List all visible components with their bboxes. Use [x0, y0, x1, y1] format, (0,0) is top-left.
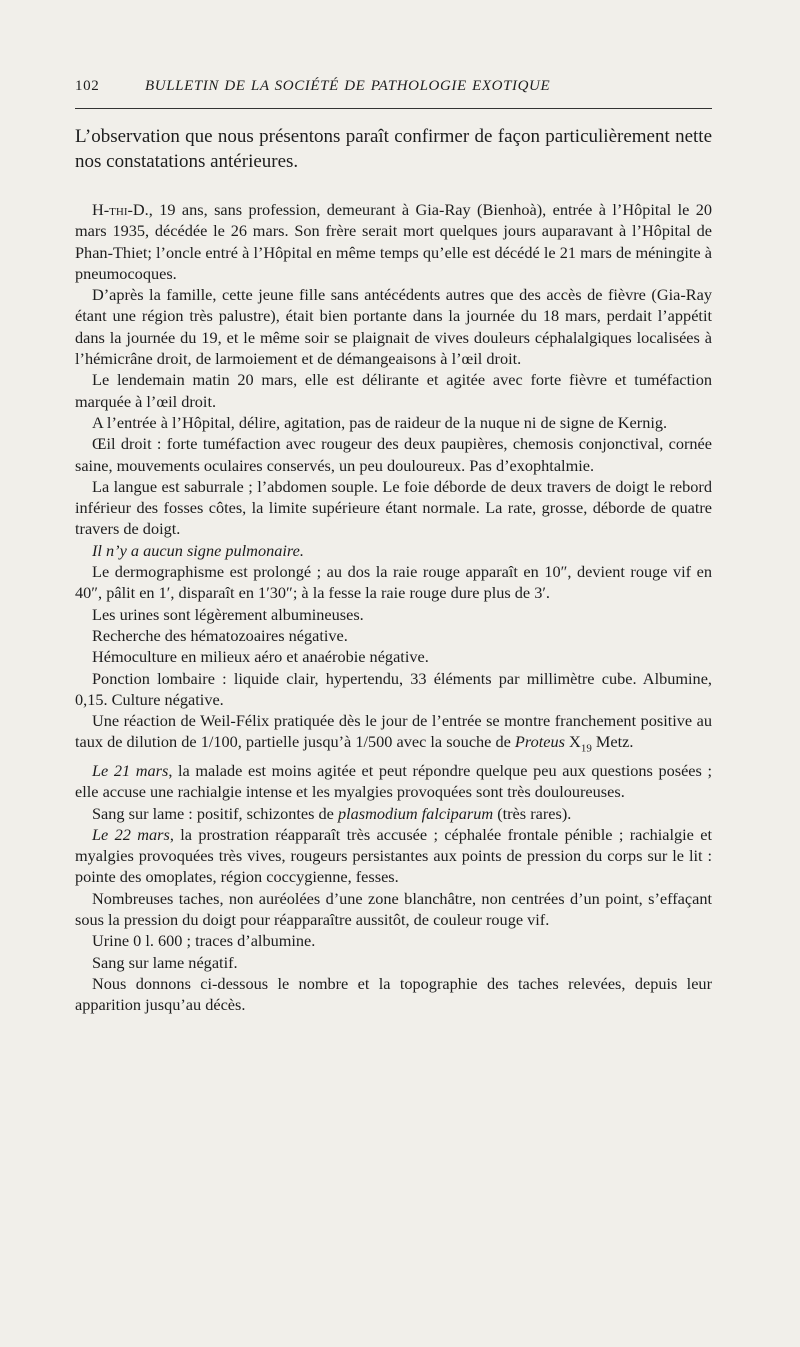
closing-paragraph: Nous donnons ci-dessous le nombre et la topographie des taches relevées, depuis leur apparition jusqu’au décès. [75, 973, 712, 1015]
spots-paragraph: Nombreuses taches, non auréolées d’une zone blanchâtre, non centrées d’un point, s’effaçant sous la pression du doigt pour réapparaître aussitôt, de couleur rouge vif. [75, 888, 712, 930]
urine-result-paragraph: Urine 0 l. 600 ; traces d’albumine. [92, 931, 316, 951]
patient-name: H-thi-D. [92, 200, 149, 219]
page-header [75, 78, 712, 100]
pulmonary-paragraph: Il n’y a aucun signe pulmonaire. [92, 540, 304, 560]
next-day-paragraph: Le lendemain matin 20 mars, elle est délirante et agitée avec forte fièvre et tuméfaction marquée à l’œil droit. [75, 370, 712, 411]
urine-paragraph: Les urines sont légèrement albumineuses. [92, 604, 364, 624]
header-rule [75, 108, 712, 109]
march-21-paragraph: Le 21 mars, la malade est moins agitée et peut répondre quelque peu aux questions posées ; elle accuse une rachialgie intense et les myalgies provoquées sont très douloureuses. [75, 760, 712, 802]
blood-smear-negative-paragraph: Sang sur lame négatif. [92, 952, 238, 972]
case-intro: H-thi-D., 19 ans, sans profession, demeurant à Gia-Ray (Bienhoà), entrée à l’Hôpital le 20 mars 1935, décédée le 26 mars. Son frère serait mort quelques jours auparavant à l’Hôpital de Phan-Thiet; l’oncle entré à l’Hôpital en même temps qu’elle est décédé le 21 mars de méningite à pneumocoques. [75, 200, 712, 283]
running-title: BULLETIN DE LA SOCIÉTÉ DE PATHOLOGIE EXOTIQUE [145, 78, 551, 94]
page-number: 102 [75, 78, 100, 94]
entry-paragraph: A l’entrée à l’Hôpital, délire, agitation, pas de raideur de la nuque ni de signe de Kernig. [92, 412, 668, 432]
blood-smear-paragraph: Sang sur lame : positif, schizontes de plasmodium falciparum (très rares). [92, 803, 572, 823]
eye-paragraph: Œil droit : forte tuméfaction avec rougeur des deux paupières, chemosis conjonctival, cornée saine, mouvements oculaires conservés, un peu douloureux. Pas d’exophtalmie. [75, 434, 712, 475]
abdomen-paragraph: La langue est saburrale ; l’abdomen souple. Le foie déborde de deux travers de doigt le rebord inférieur des fosses côtes, la limite supérieure étant normale. La rate, grosse, déborde de quatre travers de doigt. [75, 476, 712, 539]
lumbar-puncture-paragraph: Ponction lombaire : liquide clair, hypertendu, 33 éléments par millimètre cube. Albumine, 0,15. Culture négative. [75, 668, 712, 709]
hematozoa-paragraph: Recherche des hématozoaires négative. [92, 625, 348, 645]
dermographism-paragraph: Le dermographisme est prolongé ; au dos la raie rouge apparaît en 10″, devient rouge vif en 40″, pâlit en 1′, disparaît en 1′30″; à la fesse la raie rouge dure plus de 3′. [75, 562, 712, 603]
hemoculture-paragraph: Hémoculture en milieux aéro et anaérobie négative. [92, 647, 429, 667]
case-report [75, 199, 712, 1016]
history-paragraph: D’après la famille, cette jeune fille sans antécédents autres que des accès de fièvre (Gia-Ray étant une région très palustre), était bien portante dans la journée du 18 mars, perdait l’appétit dans la journée du 19, et le même soir se plaignait de vives douleurs céphalalgiques localisées à l’hémicrâne droit, de larmoiement et de démangeaisons à l’œil droit. [75, 285, 712, 369]
lead-paragraph: L’observation que nous présentons paraît confirmer de façon particulièrement nette nos constatations antérieures. [75, 126, 712, 172]
weil-felix-paragraph: Une réaction de Weil-Félix pratiquée dès le jour de l’entrée se montre franchement positive au taux de dilution de 1/100, partielle jusqu’à 1/500 avec la souche de Proteus $X_{19}$ Metz. [75, 711, 712, 755]
march-22-paragraph: Le 22 mars, la prostration réapparaît très accusée ; céphalée frontale pénible ; rachialgie et myalgies provoquées très vives, rougeurs persistantes aux points de pression du corps sur le lit : pointe des omoplates, région coccygienne, fesses. [75, 824, 712, 887]
